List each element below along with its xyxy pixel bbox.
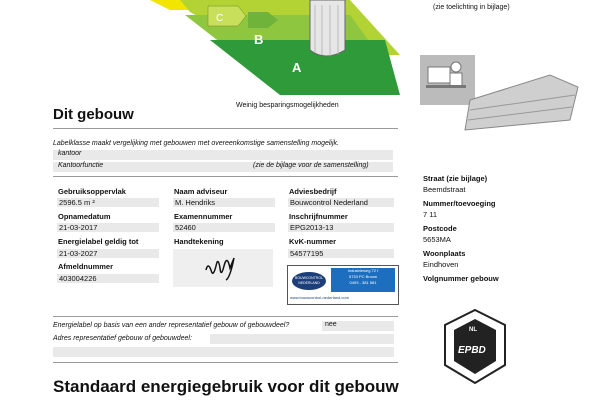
toelichting-note: (zie toelichting in bijlage) — [433, 4, 510, 11]
adviseur-value: M. Hendriks — [173, 198, 275, 207]
geldig-value: 21-03-2027 — [57, 249, 159, 258]
examennummer-label: Examennummer — [174, 212, 233, 221]
examennummer-value: 52460 — [173, 223, 275, 232]
stamp-logo: BOUWCONTROL NEDERLAND — [292, 272, 326, 290]
straat-value: Beemdstraat — [423, 185, 466, 194]
adres-field — [210, 334, 394, 344]
representatief-answer: nee — [322, 321, 394, 331]
signature — [200, 252, 240, 284]
straat-label: Straat (zie bijlage) — [423, 174, 488, 183]
geldig-label: Energielabel geldig tot — [58, 237, 139, 246]
arrow-c — [208, 6, 246, 26]
afmeld-value: 403004226 — [57, 274, 159, 283]
gebruiksoppervlak-label: Gebruiksoppervlak — [58, 187, 126, 196]
adviesbedrijf-label: Adviesbedrijf — [289, 187, 337, 196]
adres-field-2 — [53, 347, 394, 357]
adres-question: Adres representatief gebouw of gebouwdeel: — [53, 335, 192, 342]
bottom-title: Standaard energiegebruik voor dit gebouw — [53, 377, 399, 396]
epbd-seal-icon — [440, 307, 510, 387]
function-value: Kantoorfunctie — [58, 162, 104, 169]
function-note: (zie de bijlage voor de samenstelling) — [253, 162, 369, 169]
postcode-label: Postcode — [423, 224, 457, 233]
energy-label-arrows — [150, 0, 400, 95]
nummer-value: 7 11 — [423, 210, 438, 219]
divider — [53, 128, 398, 129]
function-field — [53, 162, 393, 172]
inschrijf-label: Inschrijfnummer — [289, 212, 348, 221]
bar-c-label: C — [216, 13, 224, 24]
intro-text: Labelklasse maakt vergelijking met gebouwen met overeenkomstige samenstelling mogelijk. — [53, 140, 339, 147]
adviseur-label: Naam adviseur — [174, 187, 228, 196]
bar-a-label: A — [292, 60, 302, 75]
usage-value: kantoor — [58, 150, 82, 157]
office-building-icon — [410, 45, 580, 135]
kvk-label: KvK-nummer — [289, 237, 337, 246]
arrow-a-bar — [210, 40, 400, 95]
woonplaats-value: Eindhoven — [423, 260, 459, 269]
section-title: Dit gebouw — [53, 106, 134, 123]
opnamedatum-label: Opnamedatum — [58, 212, 111, 221]
handtekening-label: Handtekening — [174, 237, 224, 246]
volgnummer-label: Volgnummer gebouw — [423, 274, 499, 283]
kvk-value: 54577195 — [288, 249, 394, 258]
divider — [53, 316, 398, 317]
divider — [53, 176, 398, 177]
svg-text:NL: NL — [469, 327, 477, 333]
afmeld-label: Afmeldnummer — [58, 262, 114, 271]
nummer-label: Nummer/toevoeging — [423, 199, 496, 208]
stamp-web: www.bouwcontrol-nederland.com — [290, 295, 349, 300]
usage-field — [53, 150, 393, 160]
stamp-address: Industrieweg 72 f 5733 PC Brouw 0493 - 381 581 — [331, 268, 395, 292]
divider — [53, 362, 398, 363]
representatief-question: Energielabel op basis van een ander representatief gebouw of gebouwdeel? — [53, 322, 290, 329]
woonplaats-label: Woonplaats — [423, 249, 466, 258]
postcode-value: 5653MA — [423, 235, 451, 244]
opnamedatum-value: 21-03-2017 — [57, 223, 159, 232]
bar-caption: Weinig besparingsmogelijkheden — [236, 102, 339, 109]
gebruiksoppervlak-value: 2596.5 m ² — [57, 198, 159, 207]
inschrijf-value: EPG2013-13 — [288, 223, 394, 232]
svg-text:EPBD: EPBD — [458, 345, 486, 356]
adviesbedrijf-value: Bouwcontrol Nederland — [288, 198, 394, 207]
company-stamp — [287, 265, 399, 305]
bar-b-label: B — [254, 32, 264, 47]
